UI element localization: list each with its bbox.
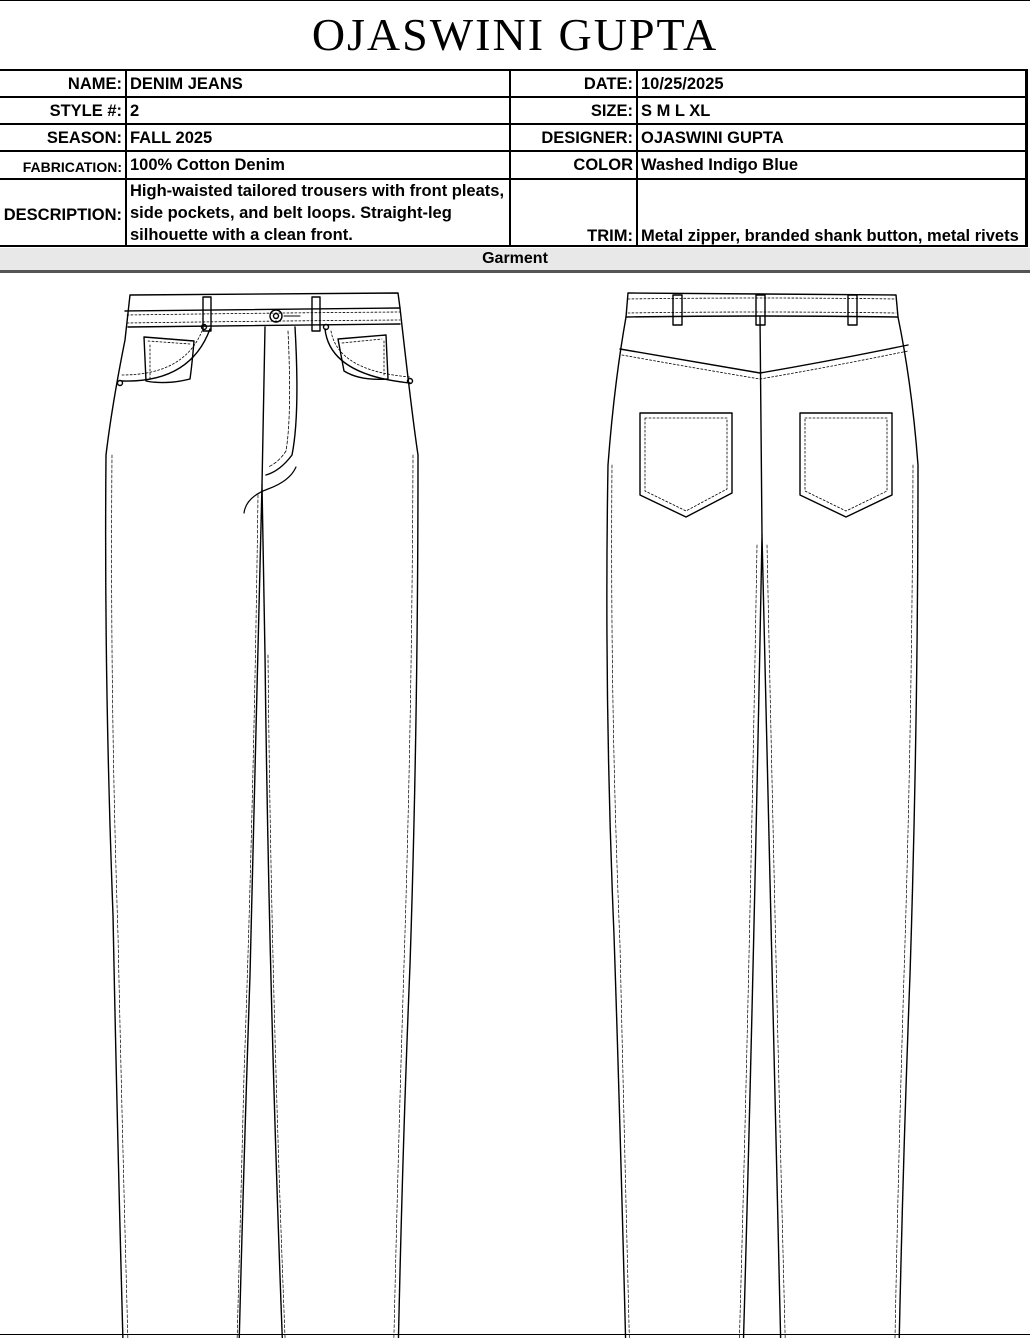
- front-coin-pocket-left: [144, 337, 194, 383]
- name-value: DENIM JEANS: [127, 71, 511, 96]
- back-yoke: [620, 345, 908, 373]
- front-belt-loop: [312, 297, 320, 331]
- season-label: SEASON:: [0, 125, 127, 150]
- front-pocket-left: [122, 329, 210, 381]
- back-belt-loop: [673, 295, 682, 325]
- garment-flat-sketch: [0, 275, 1030, 1338]
- spec-row-style: [0, 98, 1025, 125]
- back-pocket-right: [800, 413, 892, 517]
- color-value: Washed Indigo Blue: [641, 156, 799, 174]
- spec-row-name: [0, 71, 1025, 98]
- page-title: OJASWINI GUPTA: [311, 9, 719, 60]
- garment-section-header: Garment: [0, 248, 1030, 273]
- description-value: High-waisted tailored trousers with front pleats, side pockets, and belt loops. Straight-leg silhouette with a clean front.: [127, 180, 511, 247]
- style-label: STYLE #:: [0, 98, 127, 123]
- top-rule: [0, 0, 1030, 1]
- designer-value: OJASWINI GUPTA: [641, 128, 784, 147]
- jeans-front-view: [106, 293, 418, 1338]
- season-value: FALL 2025: [127, 125, 511, 150]
- description-label: DESCRIPTION:: [0, 180, 127, 247]
- back-belt-loop: [848, 295, 857, 325]
- jeans-back-view: [607, 293, 918, 1338]
- back-pocket-left: [640, 413, 732, 517]
- date-label: DATE:: [511, 71, 638, 96]
- size-label: SIZE:: [511, 98, 638, 123]
- front-shank-button: [270, 310, 282, 322]
- trim-value: Metal zipper, branded shank button, metal rivets: [641, 227, 1019, 245]
- fabrication-label: FABRICATION:: [0, 152, 127, 178]
- spec-table: [0, 69, 1028, 247]
- spec-row-fabrication: [0, 152, 1025, 180]
- bottom-rule: [0, 1334, 1030, 1335]
- back-center-seam: [760, 317, 762, 535]
- back-outline: [607, 293, 918, 1338]
- front-outline: [106, 293, 418, 1338]
- designer-label: DESIGNER:: [511, 125, 638, 150]
- front-waistband: [125, 308, 400, 327]
- date-value: 10/25/2025: [641, 74, 724, 93]
- name-label: NAME:: [0, 71, 127, 96]
- front-fly: [262, 327, 297, 485]
- color-label: COLOR: [511, 152, 638, 178]
- spec-row-description: [0, 180, 1025, 247]
- size-value: S M L XL: [641, 101, 711, 120]
- fabrication-value: 100% Cotton Denim: [127, 152, 511, 178]
- spec-row-season: [0, 125, 1025, 152]
- style-value: 2: [127, 98, 511, 123]
- trim-label: TRIM:: [511, 180, 638, 247]
